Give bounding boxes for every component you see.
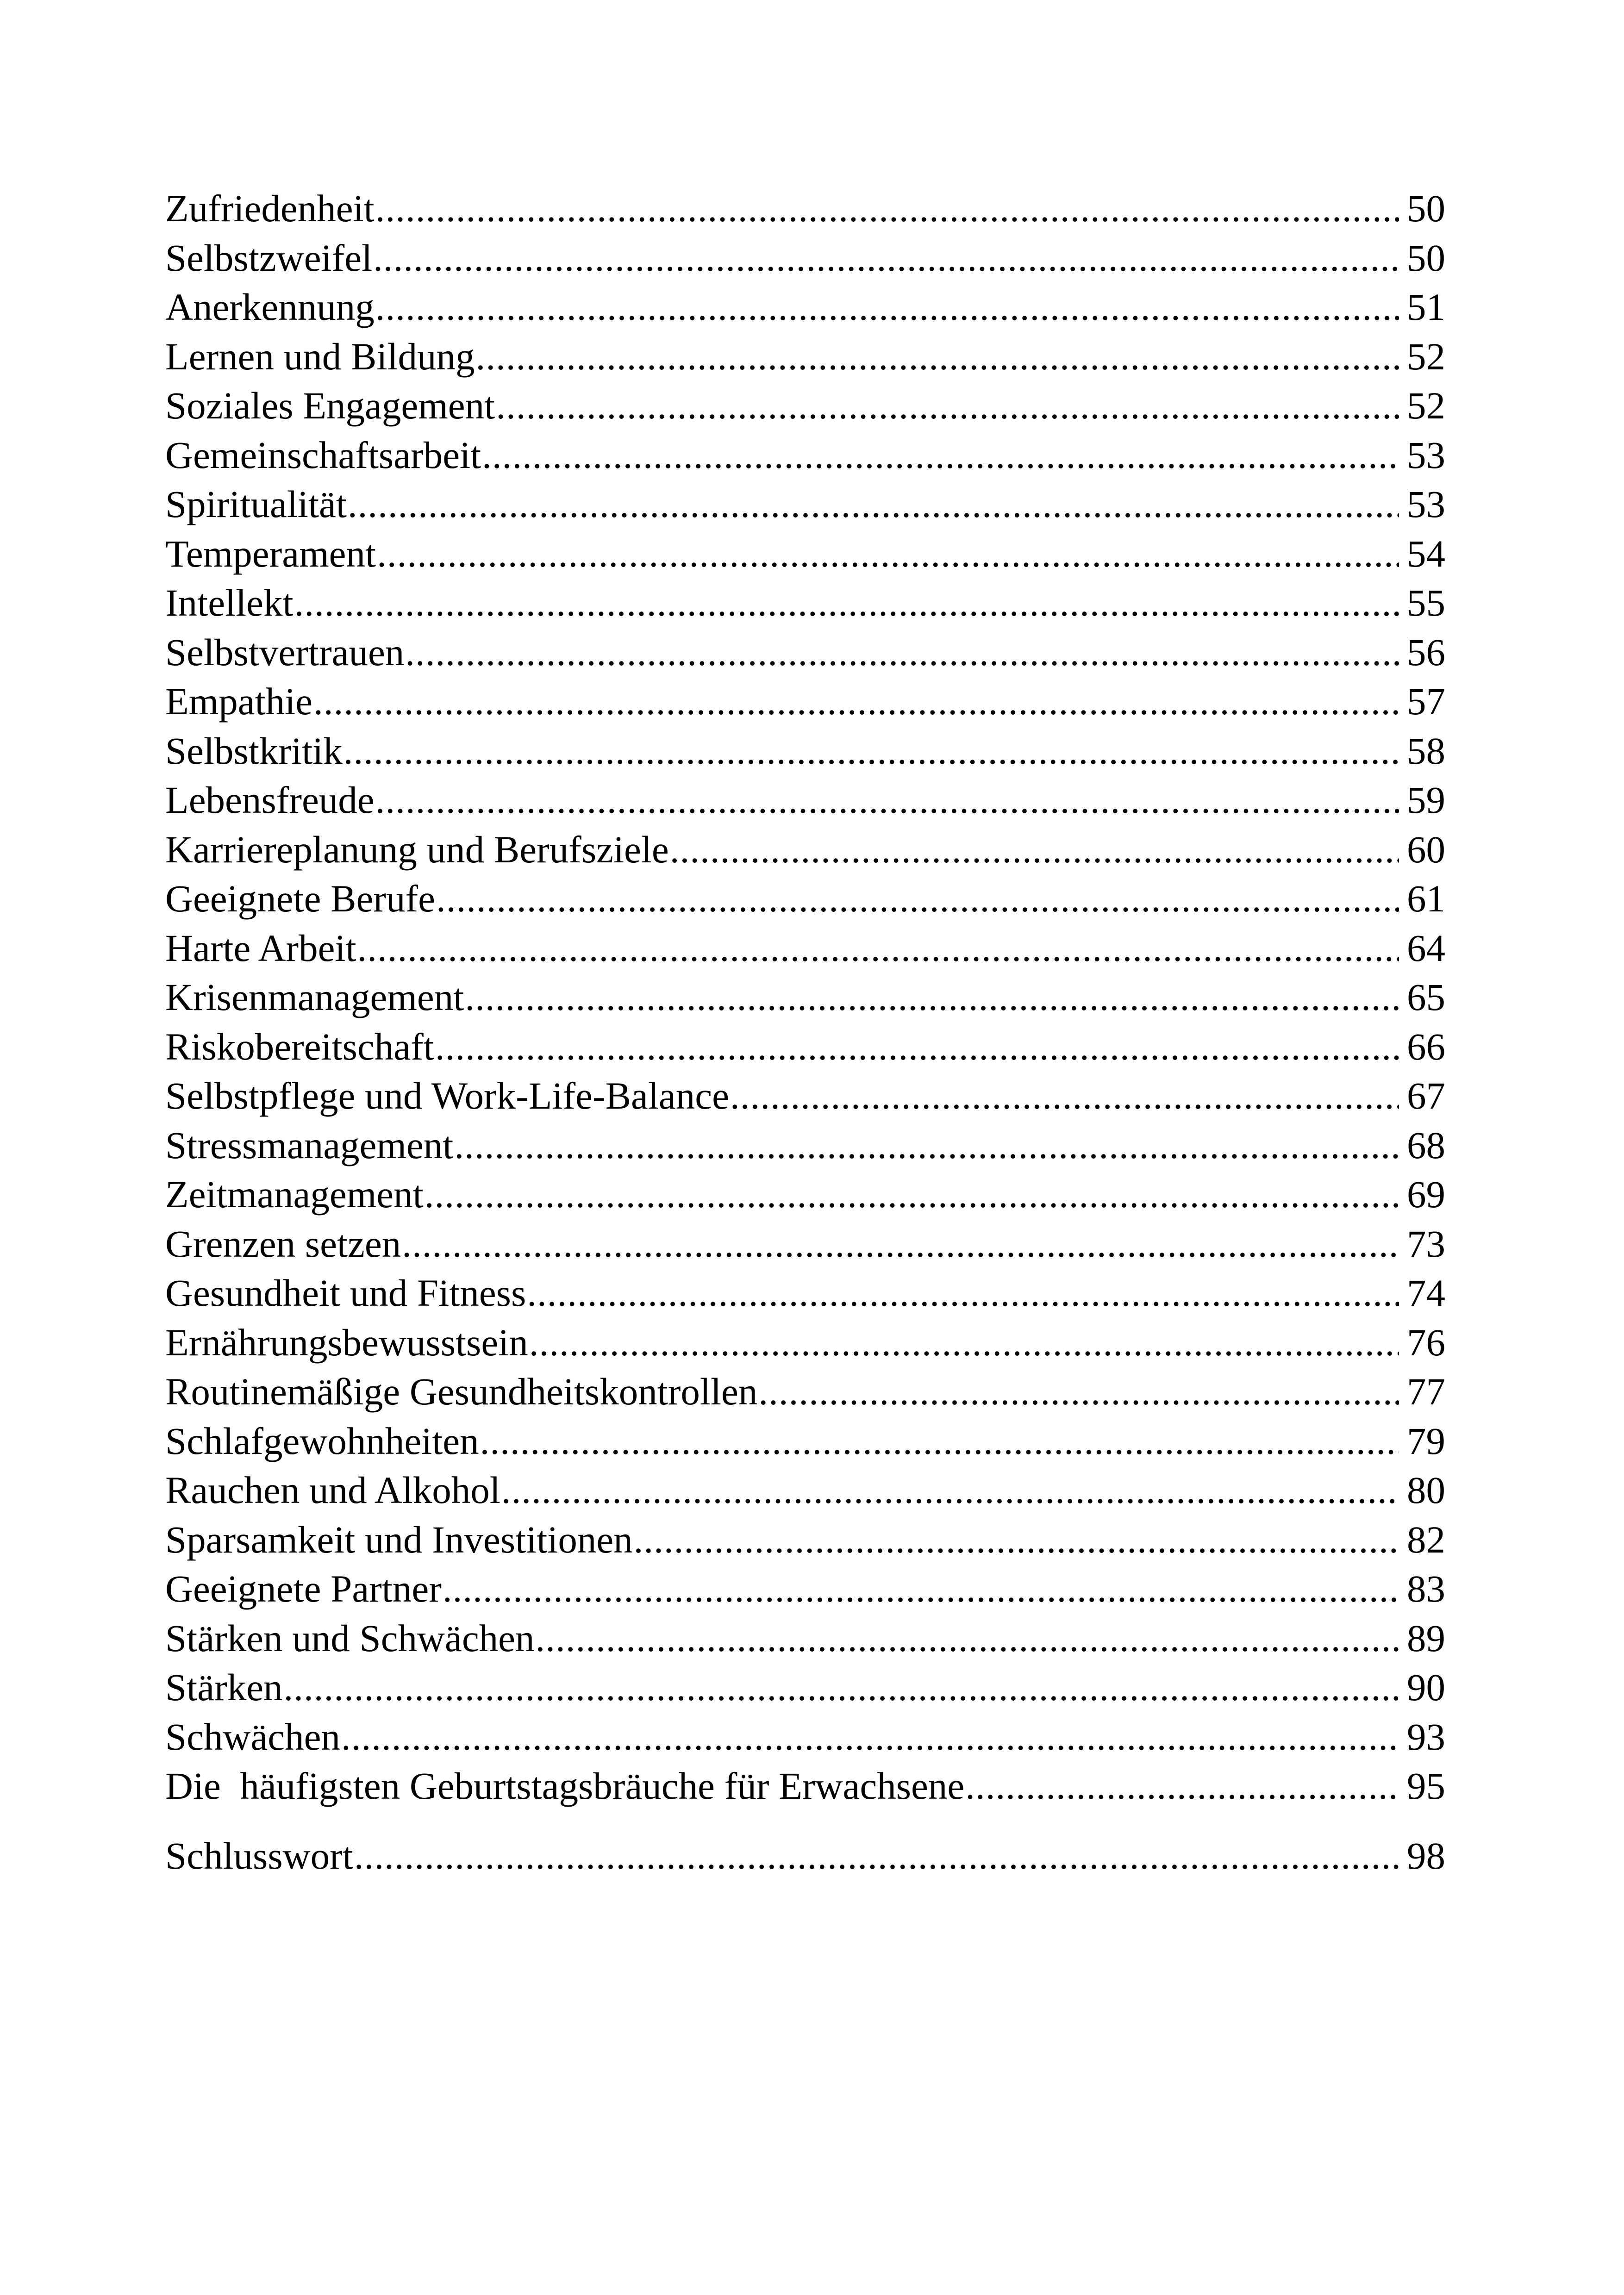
toc-entry-title: Anerkennung [165,286,375,328]
toc-dot-leader [527,1268,1399,1318]
toc-entry-title: Temperament [165,532,376,575]
table-of-contents [165,184,1445,1880]
toc-entry-lernen-und-bildung [165,332,1445,381]
toc-entry-page: 89 [1407,1616,1445,1659]
toc-entry-page: 82 [1407,1518,1445,1561]
toc-dot-leader [730,1071,1399,1121]
toc-entry-staerken-und-schwaechen [165,1614,1445,1663]
toc-entry-spiritualitaet [165,480,1445,529]
toc-entry-anerkennung [165,282,1445,332]
toc-dot-leader [634,1515,1399,1565]
toc-entry-page: 53 [1407,433,1445,476]
toc-dot-leader [402,1219,1399,1269]
toc-entry-selbstkritik [165,726,1445,776]
toc-dot-leader [375,775,1399,825]
toc-entry-title: Selbstzweifel [165,236,373,279]
toc-entry-title: Selbstkritik [165,729,343,772]
toc-entry-geeignete-berufe [165,874,1445,923]
toc-entry-page: 83 [1407,1567,1445,1610]
toc-entry-title: Spiritualität [165,483,347,525]
toc-entry-title: Selbstvertrauen [165,630,405,674]
toc-dot-leader [482,430,1399,480]
toc-dot-leader [443,1564,1399,1614]
toc-dot-leader [405,628,1399,677]
toc-entry-title: Intellekt [165,581,294,624]
toc-entry-title: Sparsamkeit und Investitionen [165,1518,633,1561]
toc-dot-leader [357,923,1399,973]
toc-entry-schwaechen [165,1712,1445,1762]
toc-entry-stressmanagement [165,1121,1445,1170]
toc-entry-title: Selbstpflege und Work-Life-Balance [165,1074,729,1117]
toc-entry-empathie [165,677,1445,726]
toc-entry-page: 73 [1407,1222,1445,1265]
toc-entry-schlafgewohnheiten [165,1416,1445,1466]
toc-dot-leader [965,1761,1399,1811]
toc-entry-title: Schlafgewohnheiten [165,1419,479,1462]
toc-dot-leader [341,1712,1399,1762]
toc-entry-staerken [165,1663,1445,1712]
toc-dot-leader [501,1466,1399,1515]
toc-dot-leader [436,874,1399,923]
toc-entry-karriereplanung [165,825,1445,874]
toc-dot-leader [348,480,1399,529]
toc-entry-page: 67 [1407,1074,1445,1117]
toc-dot-leader [758,1367,1399,1416]
toc-entry-page: 66 [1407,1025,1445,1068]
toc-entry-page: 57 [1407,680,1445,723]
toc-entry-title: Geeignete Partner [165,1567,442,1610]
toc-entry-selbstpflege [165,1071,1445,1121]
toc-dot-leader [354,1831,1399,1881]
toc-entry-geburtstagsbraeuche [165,1761,1445,1811]
toc-entry-page: 55 [1407,581,1445,624]
toc-entry-title: Stärken [165,1666,283,1709]
toc-entry-page: 53 [1407,483,1445,525]
toc-entry-title: Lernen und Bildung [165,335,475,378]
toc-entry-page: 77 [1407,1370,1445,1413]
toc-entry-gesundheit-und-fitness [165,1268,1445,1318]
toc-entry-title: Schlusswort [165,1834,353,1877]
toc-entry-page: 61 [1407,877,1445,920]
toc-entry-page: 80 [1407,1469,1445,1511]
toc-entry-page: 54 [1407,532,1445,575]
toc-entry-title: Gesundheit und Fitness [165,1272,526,1314]
toc-entry-ernaehrungsbewusstsein [165,1318,1445,1367]
toc-entry-title: Soziales Engagement [165,384,495,427]
toc-entry-zeitmanagement [165,1170,1445,1219]
toc-entry-page: 51 [1407,286,1445,328]
toc-dot-leader [465,973,1399,1022]
toc-entry-page: 76 [1407,1321,1445,1364]
toc-entry-title: Karriereplanung und Berufsziele [165,828,669,871]
toc-dot-leader [476,332,1399,381]
toc-dot-leader [480,1416,1399,1466]
toc-entry-title: Lebensfreude [165,779,375,821]
toc-dot-leader [529,1318,1399,1367]
toc-entry-title: Grenzen setzen [165,1222,401,1265]
toc-entry-lebensfreude [165,775,1445,825]
toc-entry-page: 65 [1407,976,1445,1018]
toc-entry-title: Die häufigsten Geburtstagsbräuche für Erwachsene [165,1765,965,1807]
toc-entry-page: 68 [1407,1123,1445,1166]
toc-entry-krisenmanagement [165,973,1445,1022]
toc-entry-rauchen-und-alkohol [165,1466,1445,1515]
toc-dot-leader [425,1170,1399,1219]
toc-dot-leader [375,184,1399,233]
toc-entry-page: 95 [1407,1765,1445,1807]
toc-dot-leader [435,1022,1399,1072]
toc-entry-page: 90 [1407,1666,1445,1709]
toc-entry-title: Schwächen [165,1715,340,1758]
toc-entry-page: 52 [1407,384,1445,427]
toc-entry-page: 50 [1407,187,1445,230]
toc-entry-title: Harte Arbeit [165,926,356,969]
toc-dot-leader [375,282,1399,332]
toc-entry-page: 60 [1407,828,1445,871]
toc-entry-page: 56 [1407,630,1445,674]
toc-dot-leader [496,381,1399,430]
toc-entry-title: Zeitmanagement [165,1173,424,1216]
toc-dot-leader [670,825,1399,874]
toc-entry-title: Empathie [165,680,313,723]
toc-dot-leader [536,1614,1399,1663]
toc-entry-selbstzweifel [165,233,1445,283]
toc-entry-zufriedenheit [165,184,1445,233]
toc-entry-intellekt [165,578,1445,628]
toc-entry-title: Stärken und Schwächen [165,1616,535,1659]
toc-entry-page: 52 [1407,335,1445,378]
toc-entry-riskobereitschaft [165,1022,1445,1072]
toc-entry-title: Ernährungsbewusstsein [165,1321,528,1364]
toc-entry-selbstvertrauen [165,628,1445,677]
toc-entry-schlusswort [165,1831,1445,1881]
toc-dot-leader [344,726,1399,776]
toc-entry-title: Routinemäßige Gesundheitskontrollen [165,1370,758,1413]
toc-entry-page: 50 [1407,236,1445,279]
toc-entry-page: 64 [1407,926,1445,969]
toc-entry-page: 69 [1407,1173,1445,1216]
toc-entry-title: Zufriedenheit [165,187,375,230]
toc-dot-leader [377,529,1399,579]
toc-entry-sparsamkeit [165,1515,1445,1565]
toc-entry-page: 98 [1407,1834,1445,1877]
toc-entry-temperament [165,529,1445,579]
toc-dot-leader [313,677,1399,726]
toc-dot-leader [294,578,1399,628]
toc-entry-page: 74 [1407,1272,1445,1314]
toc-entry-page: 79 [1407,1419,1445,1462]
toc-entry-gesundheitskontrollen [165,1367,1445,1416]
toc-entry-page: 59 [1407,779,1445,821]
toc-dot-leader [284,1663,1399,1712]
toc-entry-title: Geeignete Berufe [165,877,435,920]
toc-entry-harte-arbeit [165,923,1445,973]
toc-entry-title: Krisenmanagement [165,976,464,1018]
toc-dot-leader [454,1121,1399,1170]
toc-entry-title: Riskobereitschaft [165,1025,434,1068]
toc-dot-leader [373,233,1399,283]
toc-entry-title: Gemeinschaftsarbeit [165,433,481,476]
toc-entry-gemeinschaftsarbeit [165,430,1445,480]
toc-entry-soziales-engagement [165,381,1445,430]
toc-entry-grenzen-setzen [165,1219,1445,1269]
toc-entry-geeignete-partner [165,1564,1445,1614]
toc-entry-title: Rauchen und Alkohol [165,1469,500,1511]
toc-entry-title: Stressmanagement [165,1123,454,1166]
toc-entry-page: 93 [1407,1715,1445,1758]
toc-entry-page: 58 [1407,729,1445,772]
